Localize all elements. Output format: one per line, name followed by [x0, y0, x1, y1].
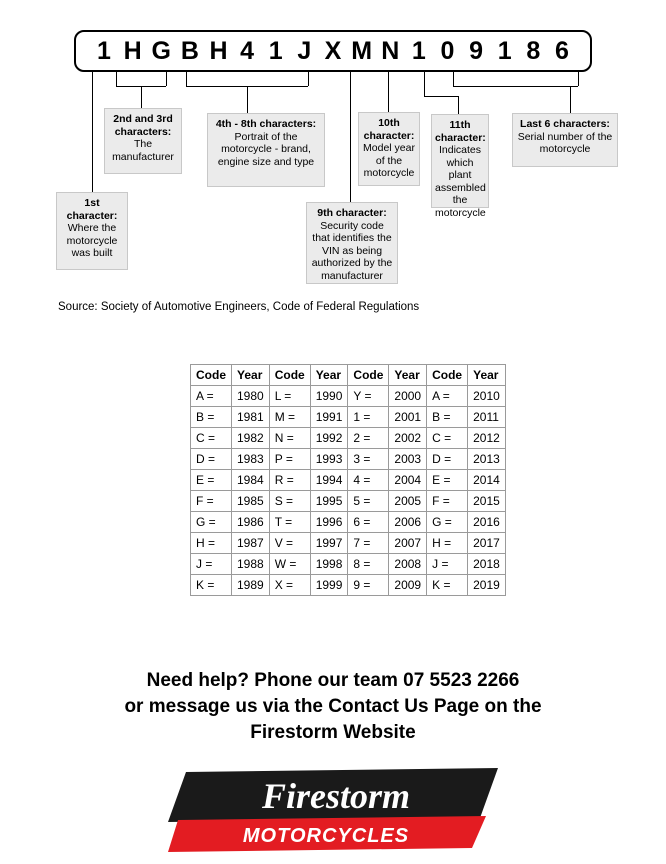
cell-code: T = — [269, 512, 310, 533]
callout-eleventh-character-title: 11th character: — [435, 119, 486, 144]
cell-year: 2005 — [389, 491, 427, 512]
cell-code: 3 = — [348, 449, 389, 470]
table-header-code-1: Code — [191, 365, 232, 386]
callout-tenth-character-body: Model year of the motorcycle — [363, 142, 415, 179]
cell-code: P = — [269, 449, 310, 470]
vin-char-16: 8 — [526, 36, 541, 65]
table-row — [191, 470, 506, 491]
table-header-year-2: Year — [310, 365, 348, 386]
bracket-top-last6 — [453, 86, 578, 87]
leader-line-char11 — [458, 96, 459, 114]
cell-year: 2007 — [389, 533, 427, 554]
cell-code: 6 = — [348, 512, 389, 533]
cell-year: 1983 — [232, 449, 270, 470]
callout-tenth-character-title: 10th character: — [363, 117, 415, 142]
cell-year: 1988 — [232, 554, 270, 575]
cell-code: 5 = — [348, 491, 389, 512]
callout-last-six-characters-body: Serial number of the motorcycle — [517, 130, 613, 155]
callout-second-third-characters-body: The manufacturer — [112, 138, 174, 163]
table-header-code-4: Code — [427, 365, 468, 386]
cell-year: 2011 — [468, 407, 506, 428]
cell-year: 2013 — [468, 449, 506, 470]
cell-year: 1986 — [232, 512, 270, 533]
table-header-row — [191, 365, 506, 386]
cell-year: 2002 — [389, 428, 427, 449]
leader-line-char1 — [92, 72, 93, 192]
cell-code: V = — [269, 533, 310, 554]
leader-line-char4-8 — [247, 86, 248, 113]
cell-code: X = — [269, 575, 310, 596]
cell-code: F = — [191, 491, 232, 512]
source-citation: Source: Society of Automotive Engineers, Code of Federal Regulations — [58, 301, 420, 313]
table-header-code-3: Code — [348, 365, 389, 386]
cell-code: J = — [191, 554, 232, 575]
callout-fourth-eighth-characters-body: Portrait of the motorcycle - brand, engine size and type — [217, 130, 315, 168]
table-row — [191, 449, 506, 470]
cell-year: 1998 — [310, 554, 348, 575]
cell-year: 1985 — [232, 491, 270, 512]
leader-line-char10 — [388, 72, 389, 112]
callout-first-character-title: 1st character: — [66, 197, 118, 222]
callout-eleventh-character — [431, 114, 489, 219]
cell-year: 1990 — [310, 386, 348, 407]
cell-year: 2016 — [468, 512, 506, 533]
cell-code: G = — [427, 512, 468, 533]
firestorm-motorcycles-logo — [168, 768, 498, 852]
logo-brand-text: Firestorm — [261, 776, 411, 816]
help-line-1: Need help? Phone our team 07 5523 2266 — [146, 670, 520, 691]
vin-char-15: 1 — [497, 36, 512, 65]
cell-year: 2012 — [468, 428, 506, 449]
callout-fourth-eighth-characters — [207, 113, 325, 187]
cell-code: H = — [191, 533, 232, 554]
callout-ninth-character-body: Security code that identifies the VIN as being authorized by the manufacturer — [311, 219, 393, 282]
cell-code: 7 = — [348, 533, 389, 554]
callout-ninth-character-title: 9th character: — [317, 207, 387, 219]
cell-code: F = — [427, 491, 468, 512]
vin-char-2: H — [123, 36, 142, 65]
cell-year: 2018 — [468, 554, 506, 575]
cell-code: C = — [427, 428, 468, 449]
cell-code: N = — [269, 428, 310, 449]
vin-char-1: 1 — [97, 36, 111, 65]
cell-code: 8 = — [348, 554, 389, 575]
cell-code: S = — [269, 491, 310, 512]
leader-line-char9 — [350, 72, 351, 202]
cell-year: 1980 — [232, 386, 270, 407]
vin-char-5: H — [209, 36, 228, 65]
callout-fourth-eighth-characters-title: 4th - 8th characters: — [215, 118, 317, 130]
cell-code: R = — [269, 470, 310, 491]
cell-code: 9 = — [348, 575, 389, 596]
cell-code: E = — [427, 470, 468, 491]
cell-code: G = — [191, 512, 232, 533]
vin-char-12: 1 — [411, 36, 426, 65]
cell-code: W = — [269, 554, 310, 575]
cell-year: 2017 — [468, 533, 506, 554]
callout-ninth-character — [306, 202, 398, 284]
callout-second-third-characters — [104, 108, 182, 174]
cell-year: 1992 — [310, 428, 348, 449]
vin-char-6: 4 — [240, 36, 255, 65]
cell-year: 1989 — [232, 575, 270, 596]
cell-year: 2006 — [389, 512, 427, 533]
vin-char-14: 9 — [469, 36, 484, 65]
leader-line-last6 — [570, 86, 571, 113]
vin-char-17: 6 — [555, 36, 569, 65]
cell-year: 2000 — [389, 386, 427, 407]
bracket-right-char2-3 — [166, 72, 167, 86]
callout-first-character — [56, 192, 128, 270]
model-year-code-table — [190, 364, 506, 596]
callout-eleventh-character-body: Indicates which plant assembled the motorcycle — [435, 144, 486, 219]
table-header-year-3: Year — [389, 365, 427, 386]
callout-second-third-characters-title: 2nd and 3rd characters: — [113, 113, 173, 138]
cell-code: 1 = — [348, 407, 389, 428]
cell-code: J = — [427, 554, 468, 575]
table-row — [191, 491, 506, 512]
cell-year: 2001 — [389, 407, 427, 428]
vin-char-10: M — [351, 36, 373, 65]
bracket-right-last6 — [578, 72, 579, 86]
table-header-year-1: Year — [232, 365, 270, 386]
cell-code: Y = — [348, 386, 389, 407]
vin-char-13: 0 — [440, 36, 455, 65]
vin-number-box — [74, 30, 592, 72]
vin-char-3: G — [151, 36, 171, 65]
cell-code: M = — [269, 407, 310, 428]
table-row — [191, 533, 506, 554]
cell-code: A = — [191, 386, 232, 407]
cell-year: 2008 — [389, 554, 427, 575]
table-row — [191, 407, 506, 428]
cell-code: 2 = — [348, 428, 389, 449]
callout-last-six-characters-title: Last 6 characters: — [520, 118, 610, 130]
table-row — [191, 575, 506, 596]
cell-year: 2010 — [468, 386, 506, 407]
cell-code: K = — [191, 575, 232, 596]
vin-char-8: J — [297, 36, 312, 65]
leader-line-char11-elbow — [424, 96, 458, 97]
cell-code: L = — [269, 386, 310, 407]
bracket-left-last6 — [453, 72, 454, 86]
vin-char-9: X — [324, 36, 342, 65]
cell-code: H = — [427, 533, 468, 554]
callout-first-character-body: Where the motorcycle was built — [66, 222, 118, 259]
logo-subtitle-text: MOTORCYCLES — [242, 825, 410, 847]
vin-char-11: N — [381, 36, 400, 65]
cell-code: B = — [427, 407, 468, 428]
cell-year: 2009 — [389, 575, 427, 596]
cell-year: 1995 — [310, 491, 348, 512]
cell-code: K = — [427, 575, 468, 596]
cell-year: 1994 — [310, 470, 348, 491]
table-row — [191, 512, 506, 533]
vin-char-7: 1 — [268, 36, 283, 65]
help-line-2: or message us via the Contact Us Page on the — [124, 696, 542, 717]
cell-year: 1982 — [232, 428, 270, 449]
leader-line-char2-3 — [141, 86, 142, 108]
table-header-year-4: Year — [468, 365, 506, 386]
vin-char-4: B — [180, 36, 199, 65]
help-line-3: Firestorm Website — [250, 722, 416, 743]
table-header-code-2: Code — [269, 365, 310, 386]
cell-year: 2003 — [389, 449, 427, 470]
cell-code: B = — [191, 407, 232, 428]
table-row — [191, 554, 506, 575]
table-row — [191, 386, 506, 407]
cell-code: E = — [191, 470, 232, 491]
cell-year: 2015 — [468, 491, 506, 512]
cell-year: 1987 — [232, 533, 270, 554]
cell-year: 1996 — [310, 512, 348, 533]
cell-code: 4 = — [348, 470, 389, 491]
cell-code: A = — [427, 386, 468, 407]
cell-code: D = — [427, 449, 468, 470]
cell-year: 1997 — [310, 533, 348, 554]
bracket-left-char2-3 — [116, 72, 117, 86]
cell-year: 1991 — [310, 407, 348, 428]
cell-year: 1984 — [232, 470, 270, 491]
table-row — [191, 428, 506, 449]
cell-year: 2004 — [389, 470, 427, 491]
cell-year: 1981 — [232, 407, 270, 428]
cell-year: 1993 — [310, 449, 348, 470]
cell-year: 2019 — [468, 575, 506, 596]
bracket-left-char4-8 — [186, 72, 187, 86]
callout-tenth-character — [358, 112, 420, 186]
bracket-right-char4-8 — [308, 72, 309, 86]
leader-line-char11-drop — [424, 72, 425, 96]
cell-code: C = — [191, 428, 232, 449]
help-contact-text — [0, 668, 666, 746]
callout-last-six-characters — [512, 113, 618, 167]
cell-year: 2014 — [468, 470, 506, 491]
cell-year: 1999 — [310, 575, 348, 596]
firestorm-logo-icon — [168, 768, 498, 852]
cell-code: D = — [191, 449, 232, 470]
